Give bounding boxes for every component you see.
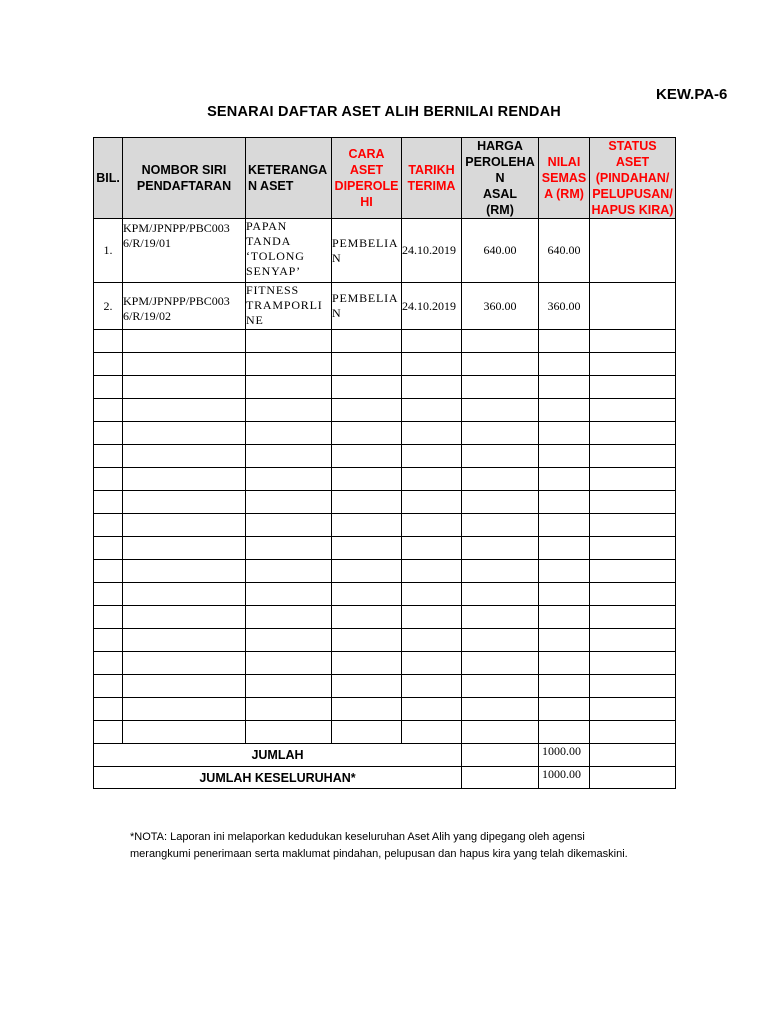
nota-line-1: *NOTA: Laporan ini melaporkan kedudukan keseluruhan Aset Alih yang dipegang oleh agensi	[130, 831, 585, 843]
nota-footnote	[130, 829, 675, 863]
cell-harga: 360.00	[462, 283, 539, 330]
jumlah-row	[94, 744, 676, 767]
cell-keterangan: PAPAN TANDA ‘TOLONG SENYAP’	[246, 219, 332, 283]
jumlah-keseluruhan-value: 1000.00	[539, 767, 590, 789]
jumlah-label: JUMLAH	[94, 744, 462, 767]
table-row-empty	[94, 514, 676, 537]
nota-line-2: merangkumi penerimaan serta maklumat pindahan, pelupusan dan hapus kira yang telah dikemaskini.	[130, 848, 628, 860]
table-row-empty	[94, 468, 676, 491]
table-row	[94, 283, 676, 330]
document-title: SENARAI DAFTAR ASET ALIH BERNILAI RENDAH	[207, 104, 561, 120]
table-row-empty	[94, 491, 676, 514]
cell-bil: 1.	[94, 219, 123, 283]
table-row-empty	[94, 445, 676, 468]
cell-status	[590, 283, 676, 330]
form-code: KEW.PA-6	[656, 86, 728, 103]
col-header-harga-perolehan: HARGA PEROLEHA N ASAL (RM)	[462, 138, 539, 219]
table-row	[94, 219, 676, 283]
cell-keterangan: FITNESS TRAMPORLI NE	[246, 283, 332, 330]
cell-nilai: 360.00	[539, 283, 590, 330]
table-row-empty	[94, 353, 676, 376]
cell-status	[590, 219, 676, 283]
jumlah-value: 1000.00	[539, 744, 590, 767]
jumlah-keseluruhan-label: JUMLAH KESELURUHAN*	[94, 767, 462, 789]
table-row-empty	[94, 560, 676, 583]
table-row-empty	[94, 422, 676, 445]
col-header-nombor-siri: NOMBOR SIRI PENDAFTARAN	[123, 138, 246, 219]
cell-cara-aset: PEMBELIA N	[332, 219, 402, 283]
col-header-cara-aset: CARA ASET DIPEROLE HI	[332, 138, 402, 219]
col-header-keterangan: KETERANGA N ASET	[246, 138, 332, 219]
table-row-empty	[94, 721, 676, 744]
cell-cara-aset: PEMBELIA N	[332, 283, 402, 330]
table-row-empty	[94, 606, 676, 629]
table-row-empty	[94, 537, 676, 560]
col-header-tarikh-terima: TARIKH TERIMA	[402, 138, 462, 219]
cell-harga: 640.00	[462, 219, 539, 283]
header-row	[94, 138, 676, 219]
table-row-empty	[94, 330, 676, 353]
cell-nombor-siri: KPM/JPNPP/PBC003 6/R/19/01	[123, 219, 246, 283]
jumlah-keseluruhan-row	[94, 767, 676, 789]
cell-tarikh: 24.10.2019	[402, 219, 462, 283]
col-header-bil: BIL.	[94, 138, 123, 219]
asset-register-table	[93, 137, 676, 789]
table-row-empty	[94, 399, 676, 422]
table-row-empty	[94, 629, 676, 652]
table-row-empty	[94, 583, 676, 606]
table-row-empty	[94, 675, 676, 698]
col-header-status-aset: STATUS ASET (PINDAHAN/ PELUPUSAN/ HAPUS KIRA)	[590, 138, 676, 219]
cell-nilai: 640.00	[539, 219, 590, 283]
cell-tarikh: 24.10.2019	[402, 283, 462, 330]
cell-bil: 2.	[94, 283, 123, 330]
table-row-empty	[94, 652, 676, 675]
table-row-empty	[94, 698, 676, 721]
table-row-empty	[94, 376, 676, 399]
col-header-nilai-semasa: NILAI SEMAS A (RM)	[539, 138, 590, 219]
cell-nombor-siri: KPM/JPNPP/PBC003 6/R/19/02	[123, 283, 246, 330]
